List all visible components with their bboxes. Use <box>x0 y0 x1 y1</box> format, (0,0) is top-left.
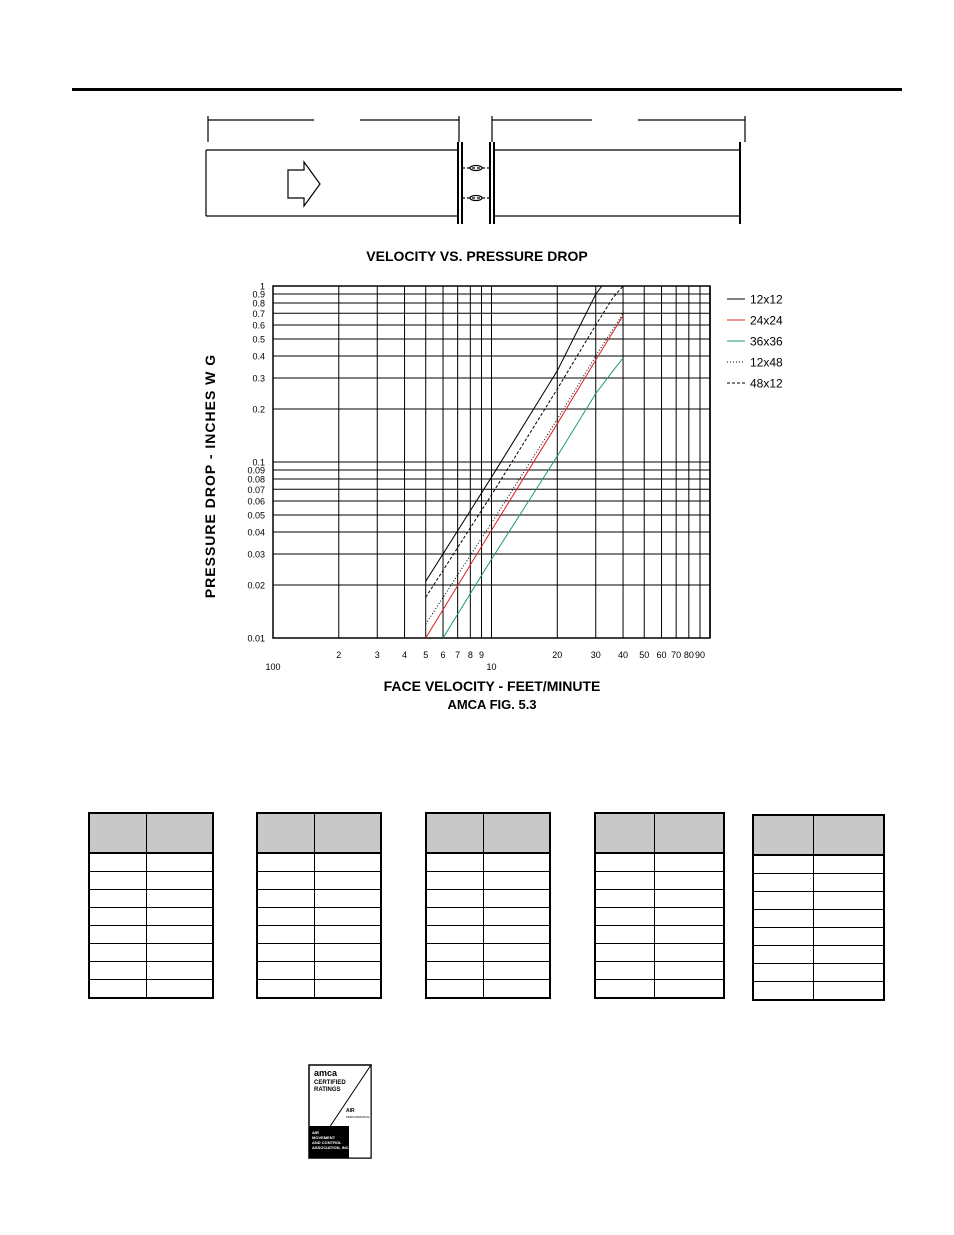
figure-label: AMCA FIG. 5.3 <box>447 697 537 712</box>
y-tick-label: 0.5 <box>252 334 265 345</box>
y-tick-label: 0.04 <box>247 527 265 538</box>
spec-table <box>256 812 382 999</box>
table-cell <box>483 980 550 999</box>
table-cell <box>146 980 213 999</box>
series-line-24x24 <box>426 316 623 639</box>
table-cell <box>89 962 146 980</box>
table-cell <box>483 926 550 944</box>
table-header-cell <box>483 813 550 853</box>
y-tick-label: 0.02 <box>247 580 265 591</box>
svg-text:AIR: AIR <box>346 1108 355 1114</box>
table-cell <box>753 946 813 964</box>
table-cell <box>813 855 884 874</box>
x-tick-label: 90 <box>694 650 706 660</box>
y-tick-label: 0.2 <box>252 404 265 415</box>
x-tick-label: 80 <box>683 650 694 660</box>
table-cell <box>595 872 654 890</box>
table-cell <box>753 964 813 982</box>
table-cell <box>483 962 550 980</box>
table-cell <box>146 944 213 962</box>
table-row <box>595 908 724 926</box>
y-tick-label: 0.9 <box>252 289 265 300</box>
x-tick-label: 9 <box>478 650 485 660</box>
table-cell <box>257 980 314 999</box>
table-row <box>89 980 213 999</box>
table-cell <box>314 890 381 908</box>
x-tick-label: 10 <box>486 662 497 672</box>
table-row <box>753 946 884 964</box>
table-cell <box>654 944 724 962</box>
table-row <box>89 926 213 944</box>
table-cell <box>654 908 724 926</box>
x-tick-label: 5 <box>423 650 429 660</box>
x-tick-label: 6 <box>440 650 446 660</box>
y-tick-label: 0.8 <box>252 298 265 309</box>
y-tick-label: 0.08 <box>247 474 265 485</box>
table-cell <box>654 872 724 890</box>
table-cell <box>426 980 483 999</box>
x-tick-label: 4 <box>402 650 408 660</box>
spec-table <box>594 812 725 999</box>
table-header-cell <box>314 813 381 853</box>
table-cell <box>753 910 813 928</box>
table-cell <box>595 853 654 872</box>
table-row <box>257 890 381 908</box>
table-row <box>753 928 884 946</box>
x-tick-label: 8 <box>467 650 473 660</box>
table-row <box>426 980 550 999</box>
table-row <box>753 855 884 874</box>
svg-text:AND CONTROL: AND CONTROL <box>312 1140 342 1145</box>
table-cell <box>426 872 483 890</box>
table-cell <box>813 892 884 910</box>
table-cell <box>89 853 146 872</box>
table-cell <box>483 908 550 926</box>
table-cell <box>146 962 213 980</box>
table-row <box>426 872 550 890</box>
amca-certified-ratings-logo <box>308 1064 372 1159</box>
table-cell <box>595 980 654 999</box>
table-row <box>595 962 724 980</box>
table-cell <box>314 908 381 926</box>
chart-title: VELOCITY VS. PRESSURE DROP <box>366 248 588 264</box>
table-row <box>426 853 550 872</box>
y-tick-label: 0.06 <box>247 496 265 507</box>
legend-label: 12x12 <box>750 292 783 307</box>
table-row <box>257 980 381 999</box>
table-header-cell <box>426 813 483 853</box>
y-tick-label: 0.03 <box>247 549 265 560</box>
table-row <box>426 962 550 980</box>
x-tick-label: 2 <box>336 650 342 660</box>
top-rule <box>72 88 902 91</box>
spec-table <box>752 814 885 1001</box>
table-cell <box>89 944 146 962</box>
table-cell <box>426 926 483 944</box>
x-tick-label: 3 <box>374 650 380 660</box>
table-cell <box>595 962 654 980</box>
grid <box>273 286 710 638</box>
table-header-cell <box>595 813 654 853</box>
table-cell <box>146 853 213 872</box>
table-cell <box>426 944 483 962</box>
table-cell <box>426 962 483 980</box>
table-cell <box>314 926 381 944</box>
y-tick-label: 0.07 <box>247 484 265 495</box>
table-row <box>257 908 381 926</box>
table-row <box>595 890 724 908</box>
spec-table <box>88 812 214 999</box>
x-tick-label: 30 <box>590 650 601 660</box>
pressure-drop-chart <box>0 270 954 680</box>
table-row <box>595 872 724 890</box>
table-cell <box>595 908 654 926</box>
table-cell <box>257 853 314 872</box>
x-tick-label: 70 <box>671 650 682 660</box>
table-cell <box>314 944 381 962</box>
series-line-12x12 <box>426 286 602 581</box>
table-cell <box>483 872 550 890</box>
table-row <box>257 926 381 944</box>
table-header-cell <box>654 813 724 853</box>
legend <box>727 293 783 391</box>
y-axis-label: PRESSURE DROP - INCHES W G <box>202 353 218 599</box>
table-cell <box>146 890 213 908</box>
table-row <box>595 944 724 962</box>
svg-text:CERTIFIED: CERTIFIED <box>314 1080 346 1086</box>
table-row <box>426 944 550 962</box>
table-cell <box>426 853 483 872</box>
table-cell <box>753 928 813 946</box>
table-cell <box>89 908 146 926</box>
table-header-cell <box>146 813 213 853</box>
table-cell <box>595 890 654 908</box>
table-row <box>426 908 550 926</box>
legend-label: 24x24 <box>750 313 783 328</box>
spec-table <box>425 812 551 999</box>
table-cell <box>257 872 314 890</box>
table-cell <box>753 855 813 874</box>
table-cell <box>89 926 146 944</box>
table-row <box>595 853 724 872</box>
y-tick-label: 0.09 <box>247 465 265 476</box>
table-cell <box>654 853 724 872</box>
table-cell <box>813 874 884 892</box>
svg-text:AIR: AIR <box>312 1130 319 1135</box>
table-row <box>89 853 213 872</box>
y-tick-label: 0.05 <box>247 510 265 521</box>
table-cell <box>314 980 381 999</box>
table-cell <box>483 944 550 962</box>
table-row <box>89 872 213 890</box>
x-tick-label: 60 <box>656 650 667 660</box>
svg-text:RATINGS: RATINGS <box>314 1087 341 1093</box>
table-cell <box>314 853 381 872</box>
table-cell <box>813 982 884 1001</box>
table-row <box>89 908 213 926</box>
table-cell <box>654 962 724 980</box>
table-row <box>89 890 213 908</box>
table-cell <box>314 872 381 890</box>
table-cell <box>314 962 381 980</box>
table-row <box>753 982 884 1001</box>
y-tick-label: 1 <box>259 281 265 292</box>
x-tick-label: 20 <box>552 650 563 660</box>
table-row <box>426 926 550 944</box>
table-cell <box>89 872 146 890</box>
table-header-cell <box>257 813 314 853</box>
table-cell <box>483 890 550 908</box>
y-tick-label: 0.6 <box>252 320 265 331</box>
legend-label: 48x12 <box>750 376 783 391</box>
table-header-cell <box>813 815 884 855</box>
legend-label: 36x36 <box>750 334 783 349</box>
table-cell <box>146 872 213 890</box>
table-cell <box>257 944 314 962</box>
table-cell <box>483 853 550 872</box>
table-row <box>426 890 550 908</box>
table-row <box>257 944 381 962</box>
x-tick-label: 50 <box>639 650 650 660</box>
table-cell <box>89 980 146 999</box>
table-row <box>89 944 213 962</box>
tick-labels <box>247 282 705 673</box>
table-cell <box>753 982 813 1001</box>
table-row <box>257 872 381 890</box>
svg-text:MOVEMENT: MOVEMENT <box>312 1135 336 1140</box>
y-tick-label: 0.01 <box>247 633 265 644</box>
table-row <box>753 910 884 928</box>
y-tick-label: 0.3 <box>252 373 265 384</box>
table-cell <box>813 928 884 946</box>
table-row <box>89 962 213 980</box>
table-header-cell <box>89 813 146 853</box>
table-cell <box>813 910 884 928</box>
series-line-12x48 <box>426 313 623 624</box>
table-cell <box>813 946 884 964</box>
x-tick-label: 40 <box>618 650 629 660</box>
table-cell <box>146 926 213 944</box>
table-cell <box>813 964 884 982</box>
flow-arrow-icon <box>288 162 320 206</box>
svg-text:ASSOCIATION, INC.: ASSOCIATION, INC. <box>312 1145 350 1150</box>
table-row <box>595 980 724 999</box>
legend-label: 12x48 <box>750 355 783 370</box>
table-header-cell <box>753 815 813 855</box>
x-axis-label: FACE VELOCITY - FEET/MINUTE <box>383 678 601 694</box>
table-cell <box>595 944 654 962</box>
table-cell <box>654 890 724 908</box>
series-line-48x12 <box>426 286 623 597</box>
y-tick-label: 0.7 <box>252 308 265 319</box>
table-row <box>753 874 884 892</box>
svg-text:PERFORMANCE: PERFORMANCE <box>346 1115 370 1119</box>
table-cell <box>753 874 813 892</box>
table-cell <box>257 962 314 980</box>
y-tick-label: 0.4 <box>252 351 265 362</box>
table-row <box>257 853 381 872</box>
table-cell <box>654 926 724 944</box>
table-row <box>257 962 381 980</box>
table-cell <box>595 926 654 944</box>
table-row <box>753 964 884 982</box>
table-cell <box>426 908 483 926</box>
duct-diagram <box>200 108 760 228</box>
table-cell <box>257 890 314 908</box>
table-cell <box>654 980 724 999</box>
table-row <box>595 926 724 944</box>
table-row <box>753 892 884 910</box>
table-cell <box>257 908 314 926</box>
svg-text:amca: amca <box>314 1068 338 1078</box>
table-cell <box>146 908 213 926</box>
table-cell <box>426 890 483 908</box>
x-tick-label: 100 <box>265 662 281 672</box>
y-tick-label: 0.1 <box>252 457 265 468</box>
x-tick-label: 7 <box>455 650 461 660</box>
table-cell <box>89 890 146 908</box>
table-cell <box>257 926 314 944</box>
table-cell <box>753 892 813 910</box>
